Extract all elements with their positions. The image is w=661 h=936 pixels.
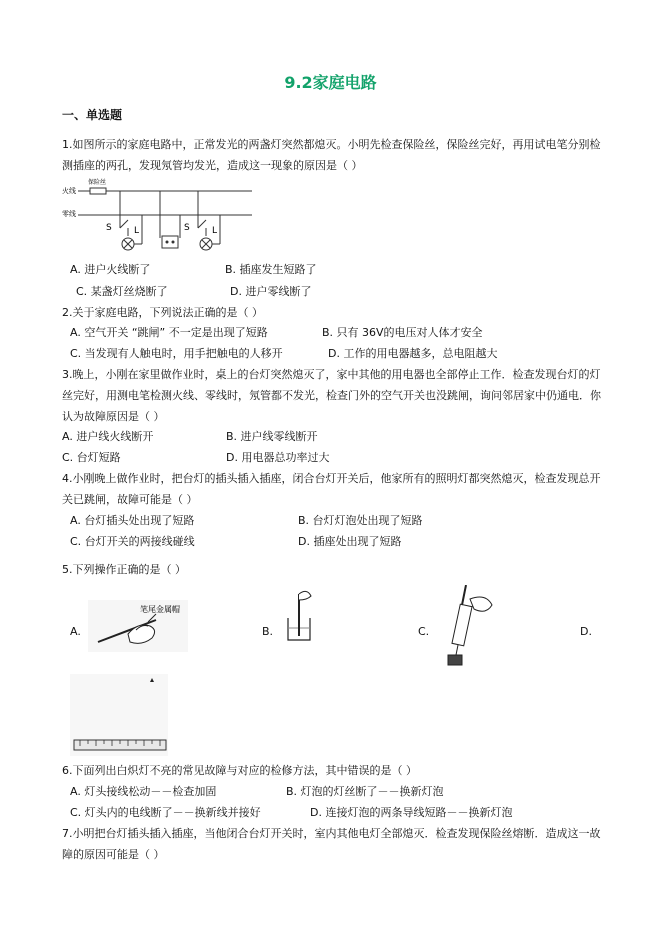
question-6-text: 6.下面列出白炽灯不亮的常见故障与对应的检修方法，其中错误的是（ ） bbox=[62, 764, 417, 777]
q1-option-d[interactable]: D. 进户零线断了 bbox=[230, 285, 312, 298]
test-pen-image bbox=[88, 600, 188, 652]
q3-option-a[interactable]: A. 进户线火线断开 bbox=[62, 430, 154, 443]
question-1-text: 1.如图所示的家庭电路中，正常发光的两盏灯突然都熄灭。小明先检查保险丝，保险丝完好，再用试电笔分别检测插座的两孔，发现氖管均发光，造成这一现象的原因是（ ） bbox=[62, 138, 601, 172]
syringe-image bbox=[434, 585, 496, 667]
q3-option-b[interactable]: B. 进户线零线断开 bbox=[226, 430, 318, 443]
question-3-text: 3.晚上，小刚在家里做作业时，桌上的台灯突然熄灭了，家中其他的用电器也全部停止工作．检查发现台灯的灯丝完好，用测电笔检测火线、零线时，氖管都不发光，检查门外的空气开关也没跳闸，询问邻居家中仍通电．你认为故障原因是（ ） bbox=[62, 368, 601, 423]
q4-option-d[interactable]: D. 插座处出现了短路 bbox=[298, 535, 402, 548]
pen-cap-label: 笔尾金属帽 bbox=[140, 605, 180, 614]
q6-option-a[interactable]: A. 灯头接线松动－－检查加固 bbox=[70, 785, 217, 798]
fuse-symbol bbox=[90, 188, 106, 194]
q6-option-c[interactable]: C. 灯头内的电线断了－－换新线并接好 bbox=[70, 806, 261, 819]
q2-option-c[interactable]: C. 当发现有人触电时，用手把触电的人移开 bbox=[70, 347, 283, 360]
page-title: 9.2家庭电路 bbox=[284, 73, 377, 92]
q4-option-b[interactable]: B. 台灯灯泡处出现了短路 bbox=[298, 514, 423, 527]
q3-option-d[interactable]: D. 用电器总功率过大 bbox=[226, 451, 330, 464]
question-2-text: 2.关于家庭电路，下列说法正确的是（ ） bbox=[62, 306, 263, 319]
q1-option-b[interactable]: B. 插座发生短路了 bbox=[225, 263, 317, 276]
q5-option-d[interactable]: D. bbox=[580, 625, 592, 638]
switch-s-label-2: S bbox=[184, 223, 190, 233]
q2-option-b[interactable]: B. 只有 36V的电压对人体才安全 bbox=[322, 326, 483, 339]
q4-option-a[interactable]: A. 台灯插头处出现了短路 bbox=[70, 514, 195, 527]
question-4-text: 4.小刚晚上做作业时，把台灯的插头插入插座，闭合台灯开关后，他家所有的照明灯都突然熄灭，检查发现总开关已跳闸，故障可能是（ ） bbox=[62, 472, 601, 506]
live-wire-label: 火线 bbox=[62, 187, 76, 195]
q2-option-a[interactable]: A. 空气开关 “跳闸” 不一定是出现了短路 bbox=[70, 326, 268, 339]
q5-option-a[interactable]: A. bbox=[70, 625, 81, 638]
fuse-label: 保险丝 bbox=[88, 179, 107, 186]
q1-option-c[interactable]: C. 某盏灯丝烧断了 bbox=[76, 285, 168, 298]
beaker-stirring-image bbox=[280, 588, 320, 644]
q3-option-c[interactable]: C. 台灯短路 bbox=[62, 451, 121, 464]
q4-option-c[interactable]: C. 台灯开关的两接线碰线 bbox=[70, 535, 195, 548]
q5-option-b[interactable]: B. bbox=[262, 625, 274, 638]
lamp-l-label-1: L bbox=[134, 226, 140, 236]
switch-s-label-1: S bbox=[106, 223, 112, 233]
question-7-text: 7.小明把台灯插头插入插座，当他闭合台灯开关时，室内其他电灯全部熄灭．检查发现保险丝熔断．造成这一故障的原因可能是（ ） bbox=[62, 827, 601, 861]
socket-symbol bbox=[162, 236, 178, 248]
q5-option-c[interactable]: C. bbox=[418, 625, 430, 638]
question-5-text: 5.下列操作正确的是（ ） bbox=[62, 563, 186, 576]
q6-option-d[interactable]: D. 连接灯泡的两条导线短路－－换新灯泡 bbox=[310, 806, 513, 819]
q6-option-b[interactable]: B. 灯泡的灯丝断了－－换新灯泡 bbox=[286, 785, 444, 798]
lamp-l-label-2: L bbox=[212, 226, 218, 236]
ruler-measurement-image bbox=[70, 674, 168, 756]
q2-option-d[interactable]: D. 工作的用电器越多，总电阻越大 bbox=[328, 347, 498, 360]
household-circuit-diagram bbox=[62, 178, 262, 258]
neutral-wire-label: 零线 bbox=[62, 210, 76, 218]
section-heading: 一、单选题 bbox=[62, 108, 123, 122]
q1-option-a[interactable]: A. 进户火线断了 bbox=[70, 263, 151, 276]
